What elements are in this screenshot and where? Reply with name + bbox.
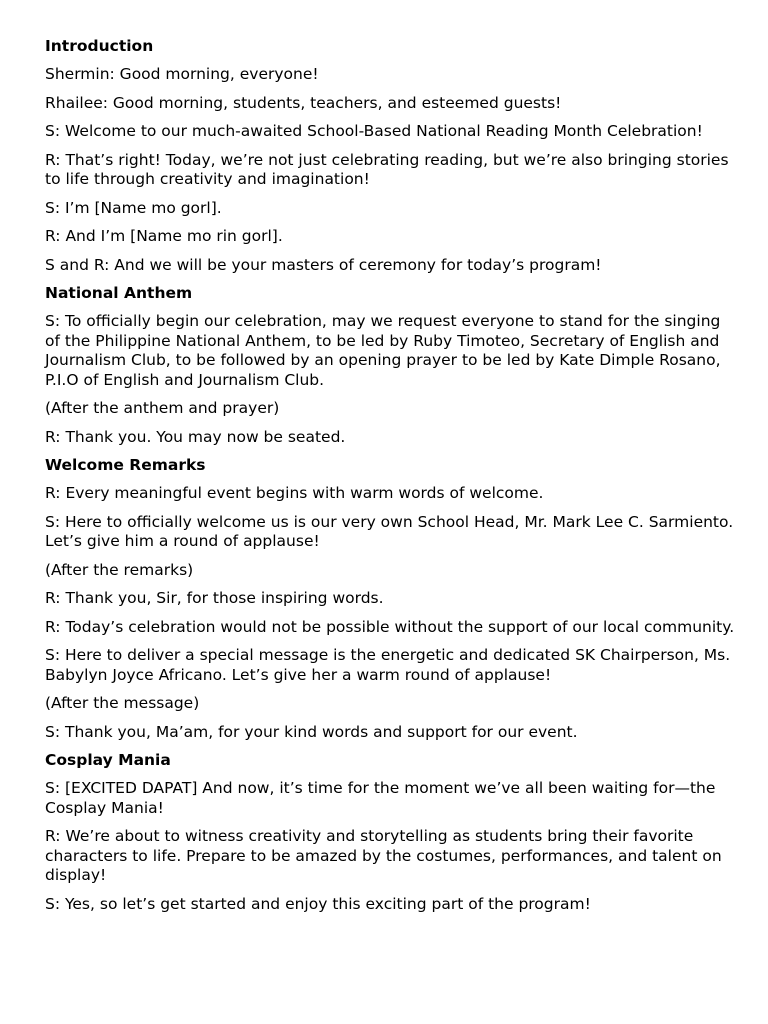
script-line: S: Here to officially welcome us is our very own School Head, Mr. Mark Lee C. Sarmiento. Let’s give him a round of applause! xyxy=(45,512,734,550)
script-line: R: Today’s celebration would not be possible without the support of our local community. xyxy=(45,617,735,636)
script-line: R: Thank you. You may now be seated. xyxy=(45,427,346,446)
script-line: R: And I’m [Name mo rin gorl]. xyxy=(45,227,283,245)
document-page xyxy=(45,37,735,923)
stage-direction: (After the anthem and prayer) xyxy=(45,399,280,417)
section-heading-cosplay-mania: Cosplay Mania xyxy=(45,751,171,769)
stage-direction: (After the message) xyxy=(45,694,200,712)
section-heading-introduction: Introduction xyxy=(45,37,154,55)
script-line: S and R: And we will be your masters of ceremony for today’s program! xyxy=(45,255,602,274)
section-heading-welcome-remarks: Welcome Remarks xyxy=(45,456,206,474)
script-line: R: Thank you, Sir, for those inspiring words. xyxy=(45,589,384,607)
script-line: R: That’s right! Today, we’re not just celebrating reading, but we’re also bringing stories to life through creativity and imagination! xyxy=(45,150,729,188)
script-line: Rhailee: Good morning, students, teachers, and esteemed guests! xyxy=(45,93,562,112)
script-line: S: [EXCITED DAPAT] And now, it’s time for the moment we’ve all been waiting for—the Cosplay Mania! xyxy=(45,779,716,817)
stage-direction: (After the remarks) xyxy=(45,560,194,579)
script-line: S: I’m [Name mo gorl]. xyxy=(45,198,222,217)
script-line: S: Here to deliver a special message is the energetic and dedicated SK Chairperson, Ms. Babylyn Joyce Africano. Let’s give her a warm round of applause! xyxy=(45,646,731,684)
script-line: S: Thank you, Ma’am, for your kind words and support for our event. xyxy=(45,722,578,741)
script-line: Shermin: Good morning, everyone! xyxy=(45,65,319,83)
script-line: S: To officially begin our celebration, may we request everyone to stand for the singing of the Philippine National Anthem, to be led by Ruby Timoteo, Secretary of English and Journalism Club, to be followed by an opening prayer to be led by Kate Dimple Rosano, P.I.O of English and Journalism Club. xyxy=(45,312,721,389)
script-line: R: Every meaningful event begins with warm words of welcome. xyxy=(45,484,544,502)
section-heading-national-anthem: National Anthem xyxy=(45,284,193,302)
script-line: R: We’re about to witness creativity and storytelling as students bring their favorite characters to life. Prepare to be amazed by the costumes, performances, and talent on display! xyxy=(45,827,722,884)
script-line: S: Welcome to our much-awaited School-Based National Reading Month Celebration! xyxy=(45,122,703,140)
script-line: S: Yes, so let’s get started and enjoy this exciting part of the program! xyxy=(45,894,591,913)
